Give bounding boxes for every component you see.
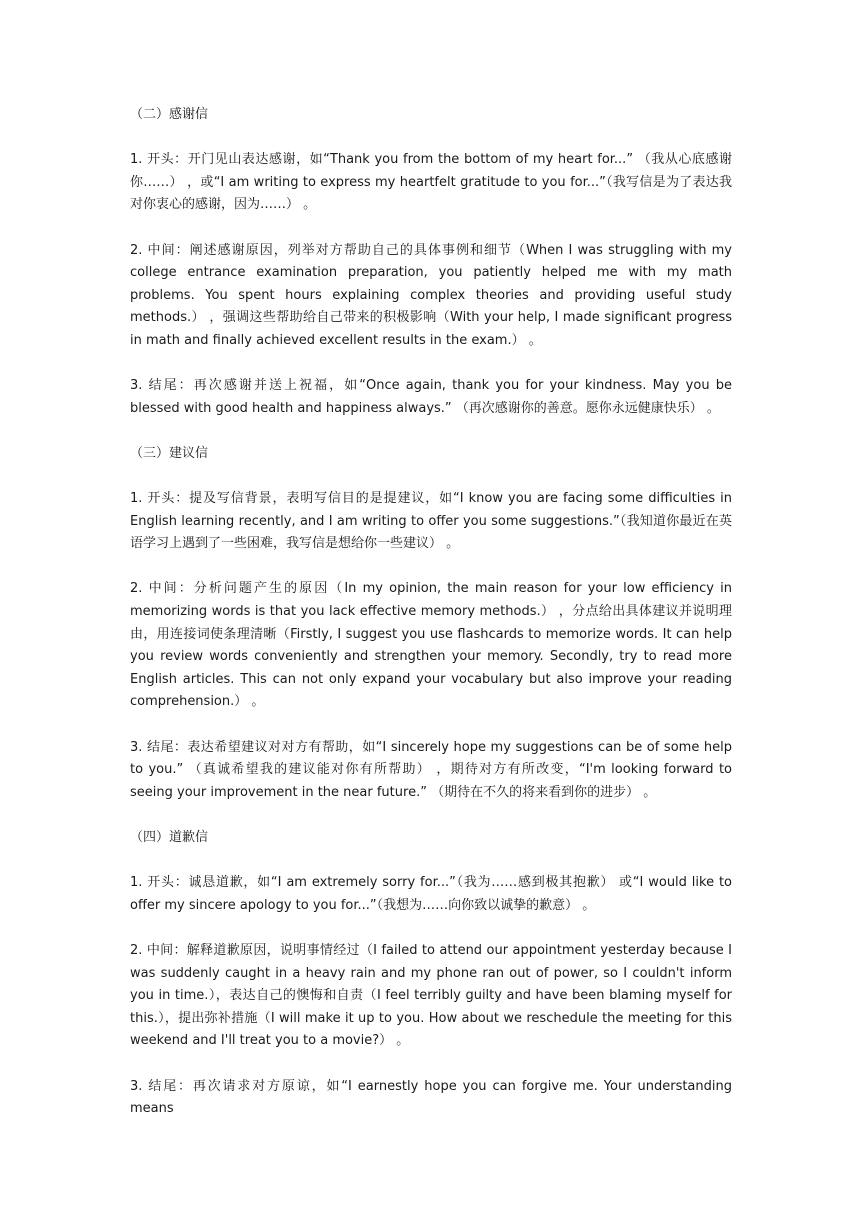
paragraph: 1. 开头：诚恳道歉，如“I am extremely sorry for...”（我为……感到极其抱歉） 或“I would like to offer my sincere apology to you for...”（我想为……向你致以诚挚的歉意） 。 [130, 875, 732, 913]
section-suggestion-letter [130, 443, 732, 805]
paragraph: 1. 开头：提及写信背景，表明写信目的是提建议，如“I know you are facing some difficulties in English learning recently, and I am writing to offer you some suggestions.”（我知道你最近在英语学习上遇到了一些困难，我写信是想给你一些建议） 。 [130, 491, 732, 552]
paragraph: 3. 结尾：再次请求对方原谅，如“I earnestly hope you can forgive me. Your understanding means [130, 1078, 732, 1117]
paragraph: 1. 开头：开门见山表达感谢，如“Thank you from the bottom of my heart for...” （我从心底感谢你……） ，或“I am writing to express my heartfelt gratitude to you for...”（我写信是为了表达我对你衷心的感谢，因为……） 。 [130, 152, 732, 213]
paragraph: 3. 结尾：再次感谢并送上祝福，如“Once again, thank you for your kindness. May you be blessed with good health and happiness always.” （再次感谢你的善意。愿你永远健康快乐） 。 [130, 378, 732, 416]
section-thank-you-letter [130, 104, 732, 420]
paragraph: 2. 中间：阐述感谢原因，列举对方帮助自己的具体事例和细节（When I was struggling with my college entrance examination preparation, you patiently helped me with my math problems. You spent hours explaining complex theories and providing useful study methods.） ，强调这些帮助给自己带来的积极影响（With your help, I made significant progress in math and finally achieved excellent results in the exam.） 。 [130, 242, 732, 348]
section-heading: （三）建议信 [130, 445, 209, 461]
paragraph: 2. 中间：解释道歉原因，说明事情经过（I failed to attend our appointment yesterday because I was suddenly caught in a heavy rain and my phone ran out of power, so I couldn't inform you in time.），表达自己的懊悔和自责（I feel terribly guilty and have been blaming myself for this.），提出弥补措施（I will make it up to you. How about we reschedule the meeting for this weekend and I'll treat you to a movie?） 。 [130, 942, 732, 1049]
section-heading: （二）感谢信 [130, 107, 209, 122]
paragraph: 2. 中间：分析问题产生的原因（In my opinion, the main reason for your low efficiency in memorizing words is that you lack effective memory methods.） ，分点给出具体建议并说明理由，用连接词使条理清晰（Firstly, I suggest you use flashcards to memorize words. It can help you review words conveniently and strengthen your memory. Secondly, try to read more English articles. This can not only expand your vocabulary but also improve your reading comprehension.） 。 [130, 581, 732, 710]
document-body [130, 104, 732, 1143]
section-heading: （四）道歉信 [130, 830, 209, 845]
paragraph: 3. 结尾：表达希望建议对对方有帮助，如“I sincerely hope my suggestions can be of some help to you.” （真诚希望我的建议能对你有所帮助） ，期待对方有所改变，“I'm looking forward to seeing your improvement in the near future.” （期待在不久的将来看到你的进步） 。 [130, 739, 732, 800]
section-apology-letter [130, 827, 732, 1121]
